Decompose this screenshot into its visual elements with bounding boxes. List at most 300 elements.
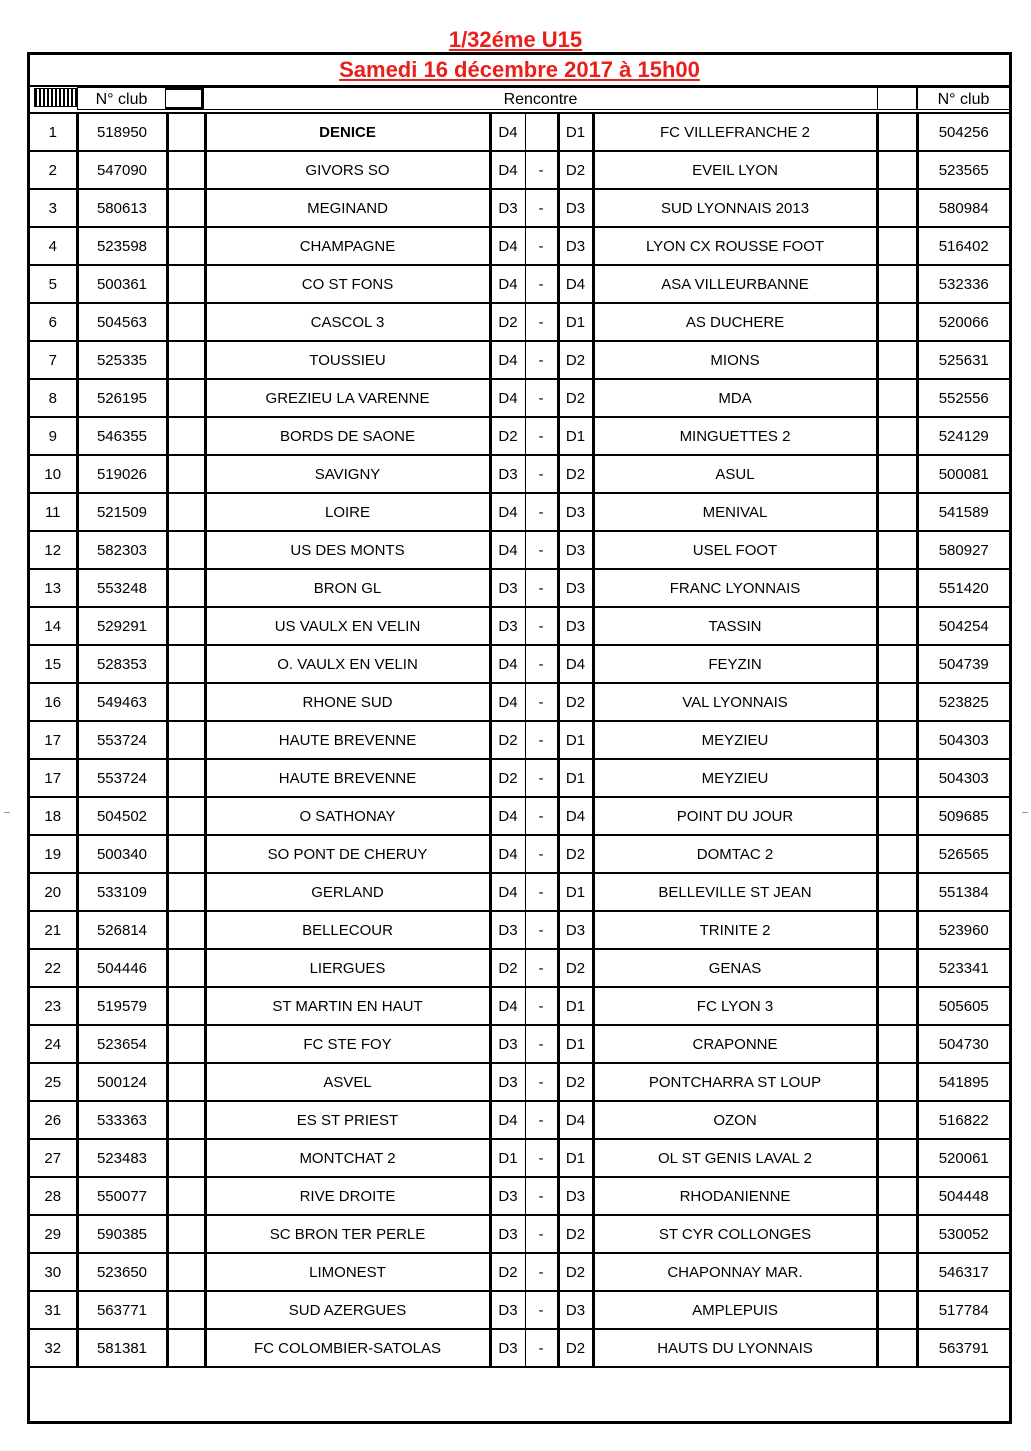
away-spacer [877, 455, 917, 493]
home-spacer [167, 1101, 205, 1139]
away-club-number: 532336 [917, 265, 1009, 303]
separator: - [525, 151, 558, 189]
home-club-number: 553248 [77, 569, 167, 607]
away-division: D2 [558, 949, 593, 987]
home-spacer [167, 911, 205, 949]
away-team: VAL LYONNAIS [593, 683, 877, 721]
away-team: MENIVAL [593, 493, 877, 531]
table-row [30, 303, 1009, 341]
away-division: D3 [558, 189, 593, 227]
away-team: MDA [593, 379, 877, 417]
away-spacer [877, 303, 917, 341]
home-team: SUD AZERGUES [205, 1291, 490, 1329]
home-team: US DES MONTS [205, 531, 490, 569]
home-club-number: 550077 [77, 1177, 167, 1215]
home-spacer [167, 1291, 205, 1329]
away-club-number: 509685 [917, 797, 1009, 835]
home-club-number: 500361 [77, 265, 167, 303]
away-spacer [877, 569, 917, 607]
table-row [30, 911, 1009, 949]
home-spacer [167, 265, 205, 303]
home-club-number: 533363 [77, 1101, 167, 1139]
away-division: D4 [558, 797, 593, 835]
home-team: MEGINAND [205, 189, 490, 227]
table-row [30, 1063, 1009, 1101]
away-club-number: 546317 [917, 1253, 1009, 1291]
away-division: D3 [558, 493, 593, 531]
table-row [30, 189, 1009, 227]
match-date-title: Samedi 16 décembre 2017 à 15h00 [30, 55, 1009, 87]
fixtures-frame [27, 52, 1012, 1424]
home-team: RIVE DROITE [205, 1177, 490, 1215]
table-row [30, 683, 1009, 721]
away-spacer [877, 949, 917, 987]
table-row [30, 1139, 1009, 1177]
away-club-number: 523825 [917, 683, 1009, 721]
home-club-number: 504563 [77, 303, 167, 341]
table-row [30, 1215, 1009, 1253]
home-team: FC COLOMBIER-SATOLAS [205, 1329, 490, 1367]
home-division: D3 [490, 1063, 525, 1101]
away-division: D2 [558, 341, 593, 379]
separator: - [525, 1329, 558, 1367]
home-spacer [167, 531, 205, 569]
away-spacer [877, 797, 917, 835]
away-division: D3 [558, 227, 593, 265]
home-club-number: 519579 [77, 987, 167, 1025]
away-division: D2 [558, 455, 593, 493]
table-row [30, 1101, 1009, 1139]
home-club-number: 580613 [77, 189, 167, 227]
away-club-number: 520061 [917, 1139, 1009, 1177]
away-team: TRINITE 2 [593, 911, 877, 949]
home-team: TOUSSIEU [205, 341, 490, 379]
match-number: 20 [30, 873, 77, 911]
table-row [30, 341, 1009, 379]
away-team: MEYZIEU [593, 759, 877, 797]
home-division: D4 [490, 531, 525, 569]
home-club-number: 523654 [77, 1025, 167, 1063]
home-division: D4 [490, 873, 525, 911]
separator: - [525, 379, 558, 417]
home-team: US VAULX EN VELIN [205, 607, 490, 645]
home-team: GREZIEU LA VARENNE [205, 379, 490, 417]
away-division: D3 [558, 607, 593, 645]
table-row [30, 607, 1009, 645]
separator: - [525, 417, 558, 455]
away-team: EVEIL LYON [593, 151, 877, 189]
separator: - [525, 227, 558, 265]
match-number: 9 [30, 417, 77, 455]
separator: - [525, 759, 558, 797]
table-row [30, 987, 1009, 1025]
away-team: DOMTAC 2 [593, 835, 877, 873]
away-division: D1 [558, 1139, 593, 1177]
separator: - [525, 911, 558, 949]
home-spacer [167, 1139, 205, 1177]
home-club-number: 504502 [77, 797, 167, 835]
away-team: FC LYON 3 [593, 987, 877, 1025]
home-division: D4 [490, 227, 525, 265]
home-spacer [167, 607, 205, 645]
away-spacer [877, 113, 917, 151]
home-club-number: 528353 [77, 645, 167, 683]
home-team: MONTCHAT 2 [205, 1139, 490, 1177]
separator: - [525, 569, 558, 607]
away-division: D1 [558, 873, 593, 911]
away-team: LYON CX ROUSSE FOOT [593, 227, 877, 265]
home-team: BORDS DE SAONE [205, 417, 490, 455]
home-spacer [167, 569, 205, 607]
separator: - [525, 303, 558, 341]
home-team: GIVORS SO [205, 151, 490, 189]
home-team: ASVEL [205, 1063, 490, 1101]
separator: - [525, 1063, 558, 1101]
away-team: AMPLEPUIS [593, 1291, 877, 1329]
away-team: MEYZIEU [593, 721, 877, 759]
match-number: 1 [30, 113, 77, 151]
home-division: D4 [490, 683, 525, 721]
home-division: D3 [490, 189, 525, 227]
match-number: 29 [30, 1215, 77, 1253]
home-division: D4 [490, 341, 525, 379]
home-team: FC STE FOY [205, 1025, 490, 1063]
table-row [30, 379, 1009, 417]
home-team: ST MARTIN EN HAUT [205, 987, 490, 1025]
match-number: 16 [30, 683, 77, 721]
away-spacer [877, 1291, 917, 1329]
home-spacer [167, 113, 205, 151]
home-team: O SATHONAY [205, 797, 490, 835]
home-spacer [167, 873, 205, 911]
away-spacer [877, 1177, 917, 1215]
match-number: 30 [30, 1253, 77, 1291]
separator: - [525, 721, 558, 759]
away-spacer [877, 721, 917, 759]
separator: - [525, 1025, 558, 1063]
home-spacer [167, 379, 205, 417]
table-row [30, 949, 1009, 987]
away-division: D4 [558, 645, 593, 683]
home-division: D2 [490, 303, 525, 341]
home-club-number: 523598 [77, 227, 167, 265]
home-division: D3 [490, 1291, 525, 1329]
separator: - [525, 607, 558, 645]
home-spacer [167, 645, 205, 683]
home-division: D2 [490, 417, 525, 455]
away-spacer [877, 1215, 917, 1253]
away-spacer [877, 1101, 917, 1139]
away-team: SUD LYONNAIS 2013 [593, 189, 877, 227]
table-row [30, 645, 1009, 683]
away-team: FRANC LYONNAIS [593, 569, 877, 607]
match-number: 8 [30, 379, 77, 417]
home-club-number: 523650 [77, 1253, 167, 1291]
away-team: ASUL [593, 455, 877, 493]
match-number: 18 [30, 797, 77, 835]
home-club-number: 526814 [77, 911, 167, 949]
match-number: 27 [30, 1139, 77, 1177]
match-number: 12 [30, 531, 77, 569]
home-spacer [167, 303, 205, 341]
table-row [30, 227, 1009, 265]
away-division: D1 [558, 1025, 593, 1063]
home-club-number: 521509 [77, 493, 167, 531]
separator: - [525, 797, 558, 835]
separator: - [525, 189, 558, 227]
match-number: 32 [30, 1329, 77, 1367]
away-club-number: 524129 [917, 417, 1009, 455]
fixtures-table [30, 112, 1009, 1368]
home-division: D3 [490, 569, 525, 607]
away-spacer [877, 607, 917, 645]
away-spacer [877, 1025, 917, 1063]
away-spacer [877, 265, 917, 303]
match-number: 3 [30, 189, 77, 227]
home-team: DENICE [205, 113, 490, 151]
home-club-number: 549463 [77, 683, 167, 721]
away-spacer [877, 835, 917, 873]
match-number: 2 [30, 151, 77, 189]
table-row [30, 1329, 1009, 1367]
home-spacer [167, 1177, 205, 1215]
home-club-number: 590385 [77, 1215, 167, 1253]
home-spacer [167, 227, 205, 265]
home-club-number: 582303 [77, 531, 167, 569]
away-spacer [877, 151, 917, 189]
separator: - [525, 531, 558, 569]
away-spacer [877, 1253, 917, 1291]
home-team: LIMONEST [205, 1253, 490, 1291]
away-club-number: 526565 [917, 835, 1009, 873]
home-team: BELLECOUR [205, 911, 490, 949]
away-division: D3 [558, 1177, 593, 1215]
home-spacer [167, 987, 205, 1025]
away-division: D2 [558, 379, 593, 417]
separator: - [525, 341, 558, 379]
hatched-corner [34, 88, 77, 107]
home-club-number: 525335 [77, 341, 167, 379]
home-division: D3 [490, 1329, 525, 1367]
home-spacer [167, 835, 205, 873]
home-club-number: 519026 [77, 455, 167, 493]
away-division: D3 [558, 1291, 593, 1329]
match-number: 7 [30, 341, 77, 379]
home-division: D3 [490, 607, 525, 645]
home-team: CO ST FONS [205, 265, 490, 303]
home-club-number: 533109 [77, 873, 167, 911]
home-club-number: 553724 [77, 759, 167, 797]
table-row [30, 493, 1009, 531]
home-team: CASCOL 3 [205, 303, 490, 341]
home-spacer [167, 721, 205, 759]
home-club-number: 529291 [77, 607, 167, 645]
table-row [30, 1177, 1009, 1215]
home-team: SC BRON TER PERLE [205, 1215, 490, 1253]
home-spacer [167, 493, 205, 531]
home-spacer [167, 151, 205, 189]
home-club-number: 518950 [77, 113, 167, 151]
home-club-number: 500340 [77, 835, 167, 873]
home-division: D4 [490, 265, 525, 303]
away-team: OL ST GENIS LAVAL 2 [593, 1139, 877, 1177]
table-row [30, 151, 1009, 189]
away-spacer [877, 379, 917, 417]
table-row [30, 417, 1009, 455]
header-spacer [166, 87, 204, 110]
away-division: D2 [558, 1063, 593, 1101]
separator: - [525, 1101, 558, 1139]
away-club-number: 551384 [917, 873, 1009, 911]
separator: - [525, 493, 558, 531]
table-row [30, 531, 1009, 569]
home-team: HAUTE BREVENNE [205, 759, 490, 797]
away-division: D2 [558, 1329, 593, 1367]
home-division: D3 [490, 1215, 525, 1253]
away-club-number: 500081 [917, 455, 1009, 493]
home-club-number: 547090 [77, 151, 167, 189]
home-division: D3 [490, 1177, 525, 1215]
match-number: 17 [30, 721, 77, 759]
home-team: BRON GL [205, 569, 490, 607]
home-spacer [167, 949, 205, 987]
away-division: D3 [558, 531, 593, 569]
home-club-number: 546355 [77, 417, 167, 455]
table-row [30, 797, 1009, 835]
away-club-number: 580927 [917, 531, 1009, 569]
home-club-number: 500124 [77, 1063, 167, 1101]
away-spacer [877, 873, 917, 911]
away-division: D1 [558, 987, 593, 1025]
home-division: D4 [490, 797, 525, 835]
separator: - [525, 1291, 558, 1329]
away-spacer [877, 189, 917, 227]
home-team: ES ST PRIEST [205, 1101, 490, 1139]
away-spacer [877, 341, 917, 379]
away-club-number: 523960 [917, 911, 1009, 949]
away-spacer [877, 759, 917, 797]
away-club-number: 551420 [917, 569, 1009, 607]
away-division: D3 [558, 569, 593, 607]
away-team: USEL FOOT [593, 531, 877, 569]
away-team: TASSIN [593, 607, 877, 645]
match-number: 19 [30, 835, 77, 873]
away-club-number: 552556 [917, 379, 1009, 417]
home-team: LIERGUES [205, 949, 490, 987]
home-spacer [167, 1215, 205, 1253]
away-club-number: 504448 [917, 1177, 1009, 1215]
home-team: LOIRE [205, 493, 490, 531]
away-spacer [877, 1329, 917, 1367]
away-spacer [877, 645, 917, 683]
match-number: 6 [30, 303, 77, 341]
table-row [30, 835, 1009, 873]
home-team: RHONE SUD [205, 683, 490, 721]
home-club-number: 553724 [77, 721, 167, 759]
away-team: CRAPONNE [593, 1025, 877, 1063]
away-spacer [877, 987, 917, 1025]
away-team: HAUTS DU LYONNAIS [593, 1329, 877, 1367]
table-row [30, 1291, 1009, 1329]
away-team: GENAS [593, 949, 877, 987]
home-team: SO PONT DE CHERUY [205, 835, 490, 873]
table-header [30, 87, 1009, 112]
match-number: 26 [30, 1101, 77, 1139]
away-team: ASA VILLEURBANNE [593, 265, 877, 303]
header-club-no-away: N° club [917, 87, 1009, 110]
table-row [30, 113, 1009, 151]
match-number: 17 [30, 759, 77, 797]
match-number: 21 [30, 911, 77, 949]
home-division: D4 [490, 151, 525, 189]
away-club-number: 504739 [917, 645, 1009, 683]
separator: - [525, 835, 558, 873]
away-club-number: 517784 [917, 1291, 1009, 1329]
home-club-number: 563771 [77, 1291, 167, 1329]
home-team: O. VAULX EN VELIN [205, 645, 490, 683]
away-club-number: 523565 [917, 151, 1009, 189]
match-number: 22 [30, 949, 77, 987]
home-team: GERLAND [205, 873, 490, 911]
away-club-number: 505605 [917, 987, 1009, 1025]
header-club-no-home: N° club [77, 87, 166, 110]
match-number: 23 [30, 987, 77, 1025]
away-club-number: 516402 [917, 227, 1009, 265]
away-division: D1 [558, 113, 593, 151]
home-spacer [167, 683, 205, 721]
home-division: D4 [490, 113, 525, 151]
home-team: HAUTE BREVENNE [205, 721, 490, 759]
home-division: D2 [490, 949, 525, 987]
home-club-number: 526195 [77, 379, 167, 417]
away-club-number: 504254 [917, 607, 1009, 645]
home-division: D4 [490, 645, 525, 683]
away-division: D1 [558, 759, 593, 797]
away-club-number: 563791 [917, 1329, 1009, 1367]
match-number: 13 [30, 569, 77, 607]
away-division: D1 [558, 417, 593, 455]
home-division: D2 [490, 1253, 525, 1291]
separator: - [525, 873, 558, 911]
table-row [30, 721, 1009, 759]
match-number: 11 [30, 493, 77, 531]
separator: - [525, 987, 558, 1025]
margin-mark-left [4, 812, 10, 813]
away-club-number: 580984 [917, 189, 1009, 227]
away-club-number: 504303 [917, 721, 1009, 759]
home-spacer [167, 759, 205, 797]
margin-mark-right [1022, 812, 1028, 813]
table-row [30, 759, 1009, 797]
home-division: D4 [490, 493, 525, 531]
away-club-number: 541895 [917, 1063, 1009, 1101]
home-spacer [167, 1063, 205, 1101]
home-spacer [167, 1025, 205, 1063]
separator: - [525, 949, 558, 987]
table-row [30, 265, 1009, 303]
home-division: D4 [490, 835, 525, 873]
separator: - [525, 645, 558, 683]
home-division: D2 [490, 759, 525, 797]
away-spacer [877, 531, 917, 569]
home-spacer [167, 797, 205, 835]
away-team: CHAPONNAY MAR. [593, 1253, 877, 1291]
away-team: BELLEVILLE ST JEAN [593, 873, 877, 911]
away-team: MIONS [593, 341, 877, 379]
away-division: D1 [558, 721, 593, 759]
home-spacer [167, 455, 205, 493]
away-club-number: 504256 [917, 113, 1009, 151]
